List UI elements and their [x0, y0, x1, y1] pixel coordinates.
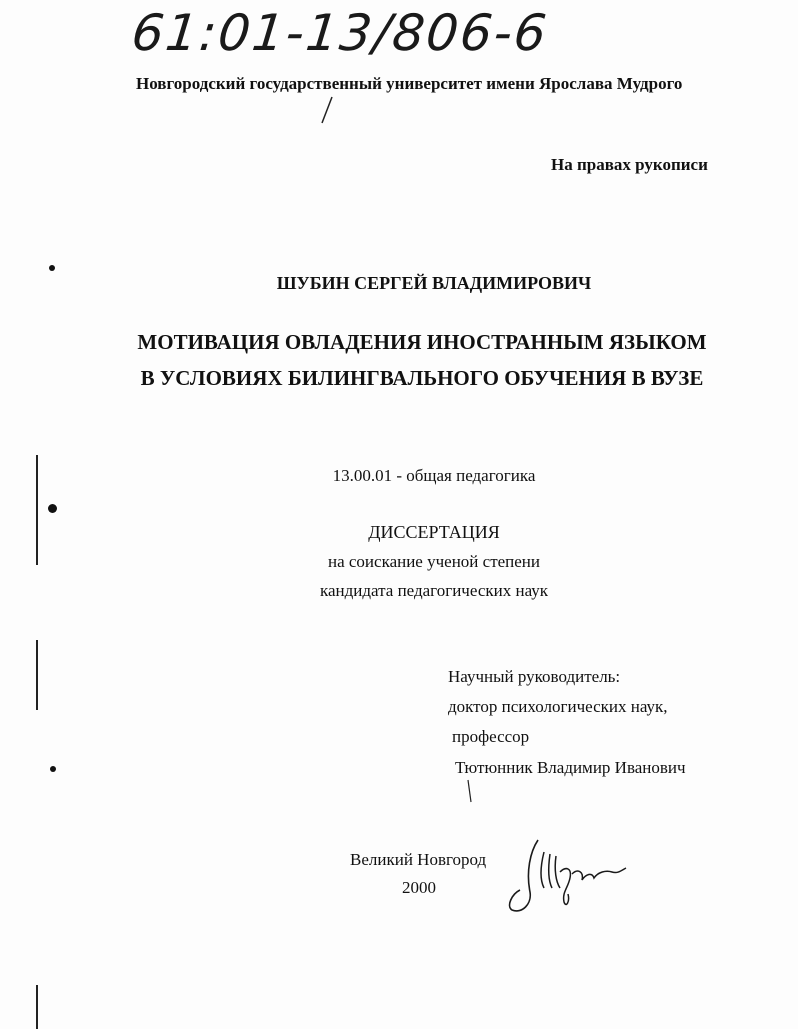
degree-line-1: на соискание ученой степени — [327, 552, 541, 571]
punch-hole-mark — [49, 265, 55, 271]
archive-code: 61:01-13/806-6 — [128, 4, 551, 62]
scan-edge-line — [36, 985, 38, 1029]
rights-note: На правах рукописи — [551, 155, 708, 174]
supervisor-label: Научный руководитель: — [448, 667, 621, 686]
punch-hole-mark — [50, 766, 56, 772]
handwritten-signature — [500, 832, 630, 922]
document-type: ДИССЕРТАЦИЯ — [368, 522, 500, 542]
dissertation-title-line-2: В УСЛОВИЯХ БИЛИНГВАЛЬНОГО ОБУЧЕНИЯ В ВУЗЕ — [140, 366, 704, 390]
punch-hole-mark — [48, 504, 57, 513]
degree-line-2: кандидата педагогических наук — [319, 581, 549, 600]
year: 2000 — [402, 878, 436, 897]
pen-stroke — [318, 95, 338, 125]
pen-stroke — [466, 778, 474, 804]
city: Великий Новгород — [350, 850, 487, 869]
university-name: Новгородский государственный университет имени Ярослава Мудрого — [136, 74, 683, 93]
supervisor-name: Тютюнник Владимир Иванович — [455, 758, 686, 777]
specialty-code: 13.00.01 - общая педагогика — [332, 466, 536, 485]
supervisor-degree: доктор психологических наук, — [448, 697, 668, 716]
dissertation-title-line-1: МОТИВАЦИЯ ОВЛАДЕНИЯ ИНОСТРАННЫМ ЯЗЫКОМ — [137, 330, 707, 354]
author-name: ШУБИН СЕРГЕЙ ВЛАДИМИРОВИЧ — [276, 273, 592, 293]
scan-edge-line — [36, 640, 38, 710]
supervisor-title: профессор — [452, 727, 530, 746]
